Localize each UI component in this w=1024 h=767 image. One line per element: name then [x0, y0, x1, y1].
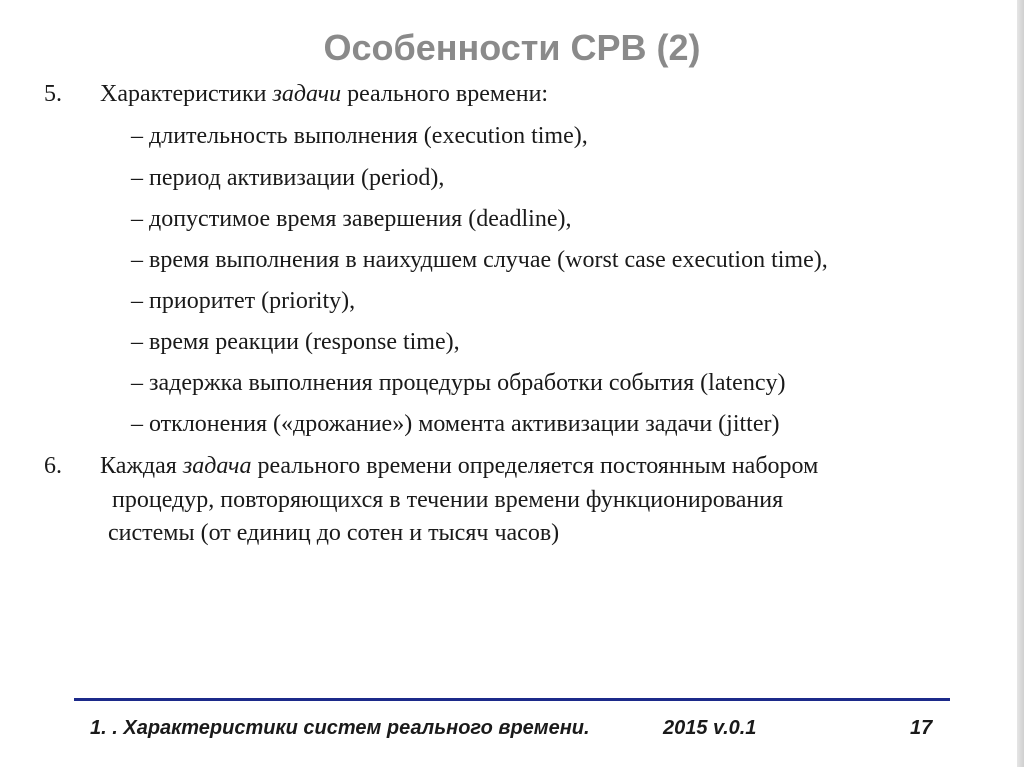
- window-edge: [1017, 0, 1024, 767]
- list-item-continuation: системы (от единиц до сотен и тысяч часов): [108, 520, 560, 546]
- sublist-item: – время выполнения в наихудшем случае (worst case execution time),: [131, 247, 828, 273]
- text-part: Каждая: [100, 453, 183, 479]
- sublist-item: – приоритет (priority),: [131, 288, 356, 314]
- list-item-continuation: процедур, повторяющихся в течении времени функционирования: [112, 487, 784, 513]
- text-emphasis: задача: [182, 453, 252, 479]
- list-item-text: [100, 452, 818, 480]
- footer-divider: [74, 698, 950, 701]
- sublist-item: – период активизации (period),: [131, 165, 445, 191]
- list-item-text: [100, 80, 548, 108]
- sublist-item: – отклонения («дрожание») момента активизации задачи (jitter): [131, 411, 780, 437]
- sublist-item: – время реакции (response time),: [131, 329, 460, 355]
- text-part: реального времени определяется постоянным набором: [251, 453, 819, 479]
- text-emphasis: задачи: [272, 81, 342, 107]
- sublist-item: – длительность выполнения (execution time),: [131, 123, 588, 149]
- text-part: реального времени:: [341, 81, 549, 107]
- footer-section-title: 1. . Характеристики систем реального времени.: [90, 717, 590, 739]
- sublist-item: – задержка выполнения процедуры обработки события (latency): [131, 370, 786, 396]
- sublist-item: – допустимое время завершения (deadline),: [131, 206, 572, 232]
- page-number: 17: [910, 717, 933, 739]
- list-number: 5.: [44, 81, 62, 107]
- list-number: 6.: [44, 453, 62, 479]
- slide-title: Особенности СРВ (2): [323, 27, 701, 68]
- footer-version: 2015 v.0.1: [663, 717, 757, 739]
- text-part: Характеристики: [100, 81, 273, 107]
